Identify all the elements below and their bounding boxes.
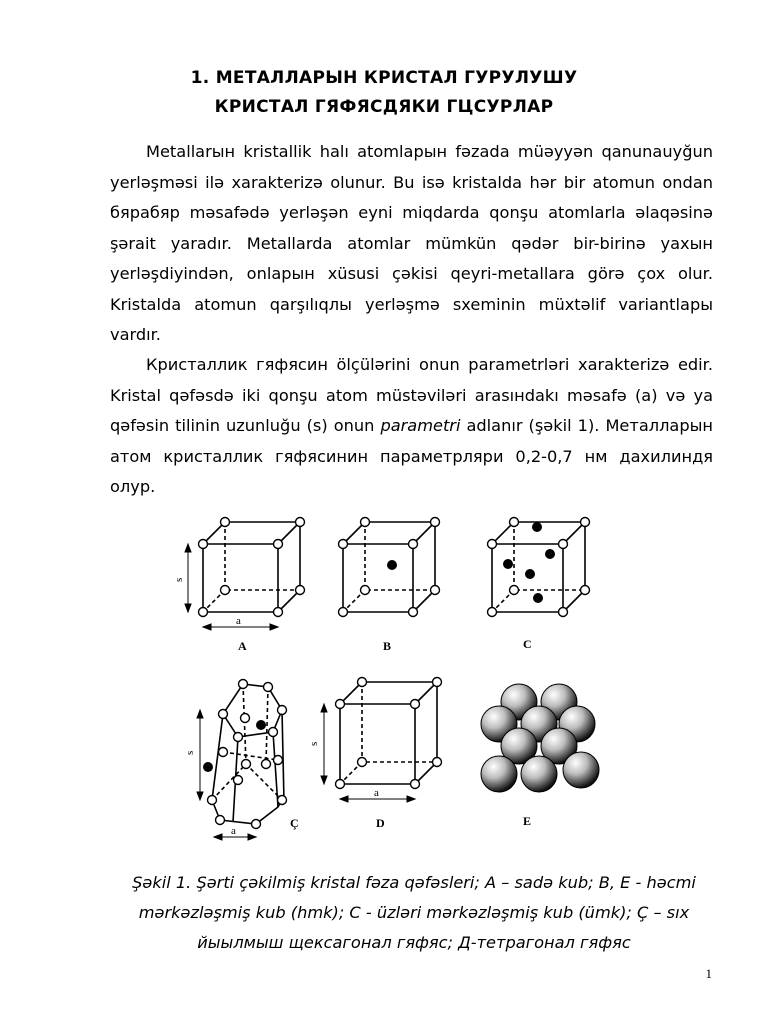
dim-a-label-c: a [231,825,236,837]
paragraph-2-part2: adlanır (şəkil 1). Металларын атом кристаллик гяфясинин параметрляри 0,2-0,7 нм дахилиндя олур. [110,416,713,496]
section-heading-line1: 1. МЕТАЛЛАРЫН КРИСТАЛ ГУРУЛУШУ [190,68,578,88]
dim-s-label-d: s [308,741,320,746]
simple-cubic-cell [203,522,300,612]
paragraph-1 [110,137,713,351]
paragraph-2-text [110,350,713,503]
figure-label-a: A [238,639,247,653]
paragraph-1-text: Metallarын kristallik halı atomlapын fəzada müəyyən qanunauyğun yerləşməsi ilə xarakterizə olunur. Bu isə kristalda hər bir atomun ondan бярабяр məsafədə yerləşən eyni miqdarda qonşu atomlarla əlaqəsinə şərait yaradır. Metallarda atomlar mümkün qədər bir-birinə yaxын yerləşdiyindən, onlapын xüsusi çəkisi qeyri-metallara görə çox olur. Kristalda atomun qarşılıqлы yerləşmə sxeminin müxtəlif variantlapы vardır. [110,142,713,344]
figure-label-d: D [376,816,385,830]
dim-s-label-c: s [184,750,196,755]
figure-label-e: E [523,814,532,828]
lattice-diagrams [173,502,648,864]
dim-a-label-d: a [374,787,379,799]
figure-label-c: C [523,637,532,651]
term-parametri: parametri [380,416,461,435]
packed-spheres [481,684,599,792]
paragraph-2 [110,350,713,503]
figure-label-c-cedilla: Ç [290,816,299,830]
section-heading-line2: КРИСТАЛ ГЯФЯСДЯКИ ГЦСУРЛАР [214,97,554,117]
page-number: 1 [705,966,712,981]
crystal-lattice-figure [173,502,648,864]
tetragonal-cell [340,682,437,784]
paragraph-2-part1: Кристаллик гяфясин ölçülərini onun parametrləri xarakterizə edir. Kristal qəfəsdə iki qonşu atom müstəviləri arasıнdakı məsafə (a) və ya qəfəsin tilinin uzunluğu (s) onun [110,355,713,435]
dim-a-label-a: a [236,615,241,627]
figure-label-b: B [383,639,392,653]
dim-s-label-a: s [173,577,185,582]
figure-caption: Şəkil 1. Şərti çəkilmiş kristal fəza qəfəsleri; A – sadə kub; B, E - həcmi mərkəzləşmiş kub (hmk); C - üzləri mərkəzləşmiş kub (ümk); Ç – sıx йыылмыш щексагонал гяфяс; Д-тетрагонал гяфяс [132,873,696,952]
